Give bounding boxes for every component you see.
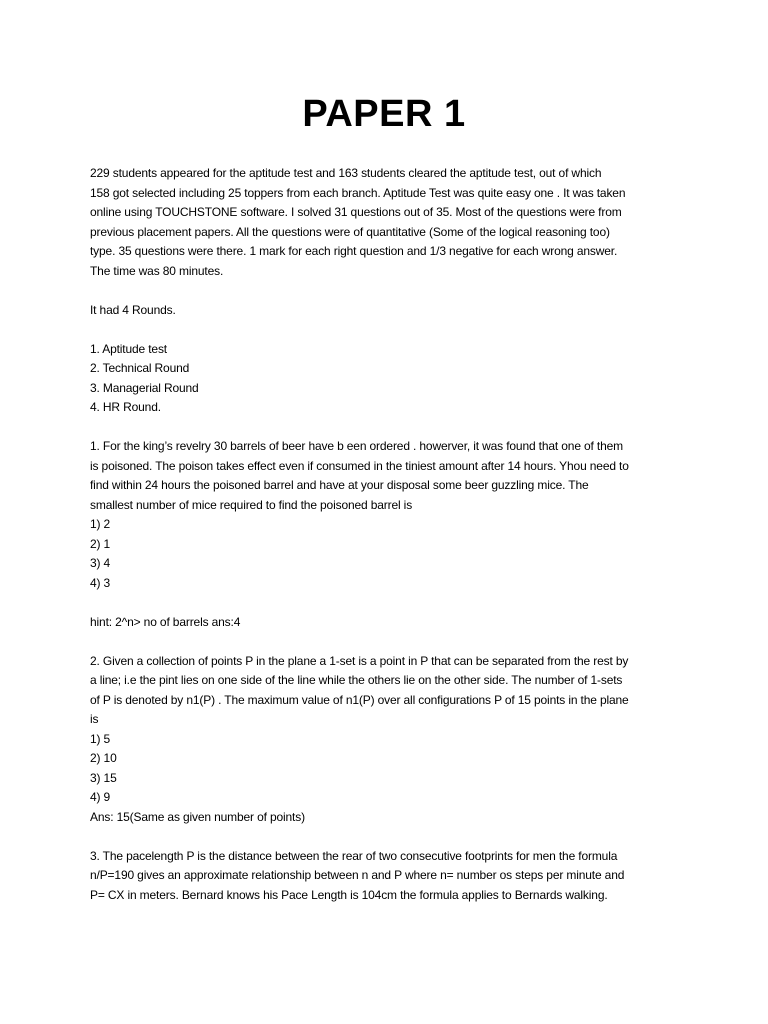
- text-line: The time was 80 minutes.: [90, 263, 224, 278]
- page-title: PAPER 1: [302, 93, 466, 135]
- paragraph: [90, 437, 690, 593]
- text-line: type. 35 questions were there. 1 mark for each right question and 1/3 negative for each wrong answer.: [90, 244, 618, 258]
- text-line: find within 24 hours the poisoned barrel and have at your disposal some beer guzzling mice. The: [90, 478, 589, 492]
- text-line: 1. For the king’s revelry 30 barrels of beer have b een ordered . howerver, it was found that one of them: [90, 439, 624, 453]
- text-line: 3. Managerial Round: [90, 380, 199, 395]
- text-line: 1) 5: [90, 731, 111, 746]
- text-line: hint: 2^n> no of barrels ans:4: [90, 614, 241, 629]
- text-line: 229 students appeared for the aptitude test and 163 students cleared the aptitude test, out of which: [90, 166, 602, 180]
- paragraph: [90, 652, 690, 828]
- text-line: smallest number of mice required to find the poisoned barrel is: [90, 497, 413, 512]
- text-line: Ans: 15(Same as given number of points): [90, 809, 305, 824]
- text-line: 158 got selected including 25 toppers from each branch. Aptitude Test was quite easy one . It was taken: [90, 185, 626, 200]
- paragraph: [90, 613, 690, 633]
- text-line: P= CX in meters. Bernard knows his Pace Length is 104cm the formula applies to Bernards walking.: [90, 887, 608, 902]
- paragraph: [90, 301, 690, 321]
- text-line: is poisoned. The poison takes effect even if consumed in the tiniest amount after 14 hours. Yhou need to: [90, 458, 629, 473]
- text-line: 3) 4: [90, 556, 111, 570]
- text-line: previous placement papers. All the questions were of quantitative (Some of the logical reasoning too): [90, 224, 610, 239]
- text-line: 1) 2: [90, 517, 111, 531]
- paragraph: [90, 340, 690, 418]
- text-line: 2. Given a collection of points P in the plane a 1-set is a point in P that can be separated from the rest by: [90, 653, 629, 668]
- text-line: is: [90, 712, 99, 726]
- text-line: a line; i.e the pint lies on one side of the line while the others lie on the other side. The number of 1-sets: [90, 673, 623, 687]
- text-line: 4) 9: [90, 790, 111, 804]
- text-line: 2) 10: [90, 751, 117, 765]
- text-line: 1. Aptitude test: [90, 341, 167, 356]
- text-line: 2. Technical Round: [90, 361, 190, 375]
- text-line: 3. The pacelength P is the distance between the rear of two consecutive footprints for men the formula: [90, 848, 618, 863]
- paragraph: [90, 847, 690, 906]
- document-body: [90, 164, 690, 905]
- text-line: 2) 1: [90, 536, 111, 551]
- text-line: 4. HR Round.: [90, 400, 161, 414]
- text-line: n/P=190 gives an approximate relationship between n and P where n= number os steps per minute and: [90, 868, 625, 882]
- text-line: 3) 15: [90, 770, 117, 785]
- text-line: It had 4 Rounds.: [90, 302, 176, 317]
- paragraph: [90, 164, 690, 281]
- text-line: online using TOUCHSTONE software. I solved 31 questions out of 35. Most of the questions were from: [90, 205, 622, 219]
- text-line: 4) 3: [90, 575, 111, 590]
- text-line: of P is denoted by n1(P) . The maximum value of n1(P) over all configurations P of 15 points in the plane: [90, 692, 629, 707]
